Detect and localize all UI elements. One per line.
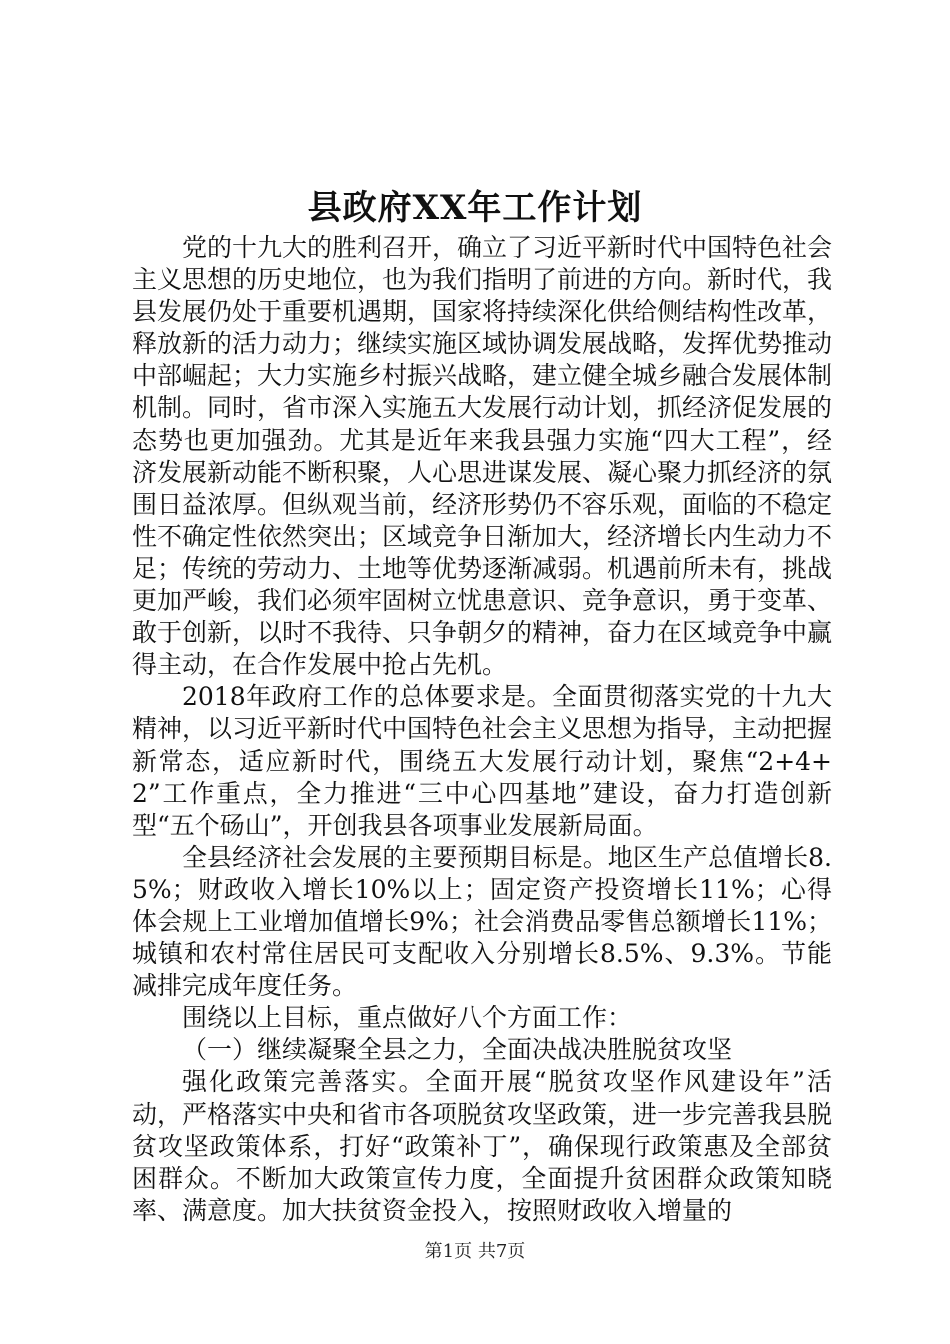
document-title: 县政府XX年工作计划	[307, 188, 643, 228]
document-body	[132, 232, 832, 1227]
paragraph-intro: 党的十九大的胜利召开，确立了习近平新时代中国特色社会主义思想的历史地位，也为我们指明了前进的方向。新时代，我县发展仍处于重要机遇期，国家将持续深化供给侧结构性改革，释放新的活力动力；继续实施区域协调发展战略，发挥优势推动中部崛起；大力实施乡村振兴战略，建立健全城乡融合发展体制机制。同时，省市深入实施五大发展行动计划，抓经济促发展的态势也更加强劲。尤其是近年来我县强力实施“四大工程”，经济发展新动能不断积聚，人心思进谋发展、凝心聚力抓经济的氛围日益浓厚。但纵观当前，经济形势仍不容乐观，面临的不稳定性不确定性依然突出；区域竞争日渐加大，经济增长内生动力不足；传统的劳动力、土地等优势逐渐减弱。机遇前所未有，挑战更加严峻，我们必须牢固树立忧患意识、竞争意识，勇于变革、敢于创新，以时不我待、只争朝夕的精神，奋力在区域竞争中赢得主动，在合作发展中抢占先机。	[132, 233, 833, 680]
paragraph-overall-requirements: 2018年政府工作的总体要求是。全面贯彻落实党的十九大精神，以习近平新时代中国特色社会主义思想为指导，主动把握新常态，适应新时代，围绕五大发展行动计划，聚焦“2+4+2”工作重点，全力推进“三中心四基地”建设，奋力打造创新型“五个砀山”，开创我县各项事业发展新局面。	[132, 682, 833, 840]
paragraph-policy-implementation: 强化政策完善落实。全面开展“脱贫攻坚作风建设年”活动，严格落实中央和省市各项脱贫攻坚政策，进一步完善我县脱贫攻坚政策体系，打好“政策补丁”，确保现行政策惠及全部贫困群众。不断加大政策宣传力度，全面提升贫困群众政策知晓率、满意度。加大扶贫资金投入，按照财政收入增量的	[132, 1067, 833, 1225]
section-heading-1: （一）继续凝聚全县之力，全面决战决胜脱贫攻坚	[182, 1035, 733, 1065]
paragraph-expected-targets: 全县经济社会发展的主要预期目标是。地区生产总值增长8.5%；财政收入增长10%以上；固定资产投资增长11%；心得体会规上工业增加值增长9%；社会消费品零售总额增长11%；城镇和农村常住居民可支配收入分别增长8.5%、9.3%。节能减排完成年度任务。	[132, 842, 832, 1001]
page-number-footer: 第1页 共7页	[424, 1241, 526, 1262]
paragraph-key-tasks-intro: 围绕以上目标，重点做好八个方面工作：	[182, 1003, 633, 1033]
